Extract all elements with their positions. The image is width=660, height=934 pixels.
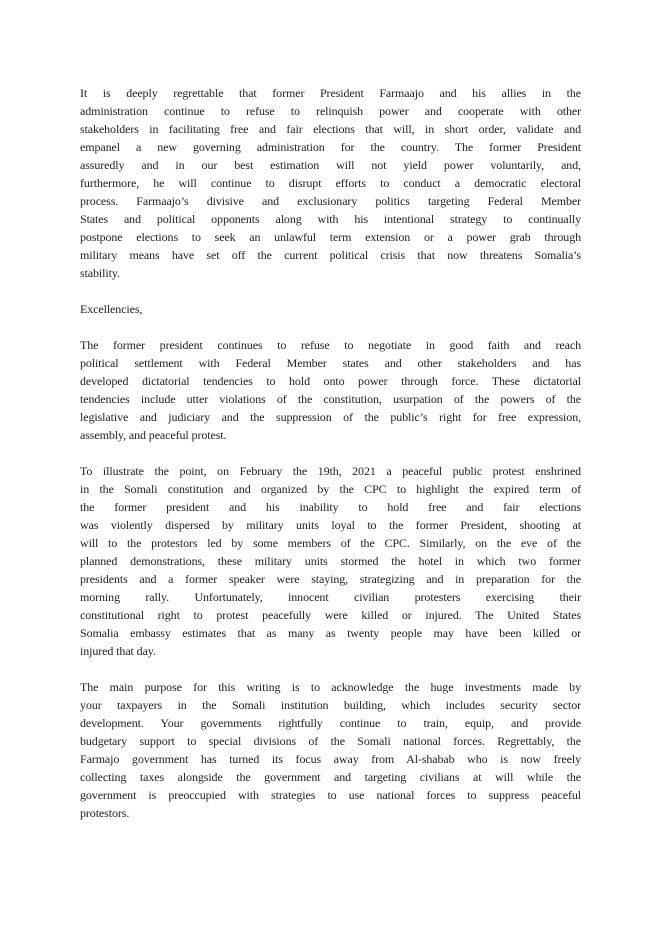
text-line: assuredly and in our best estimation will not yield power voluntarily, and, xyxy=(80,158,581,172)
text-line: constitutional right to protest peacefully were killed or injured. The United States xyxy=(80,608,581,622)
text-line: protestors. xyxy=(80,806,130,820)
letter-body xyxy=(80,84,581,822)
text-line: The former president continues to refuse to negotiate in good faith and reach xyxy=(80,338,581,352)
text-line: The main purpose for this writing is to acknowledge the huge investments made by xyxy=(80,680,581,694)
paragraph xyxy=(80,84,581,282)
paragraph xyxy=(80,336,581,444)
paragraph xyxy=(80,300,581,318)
text-line: in the Somali constitution and organized by the CPC to highlight the expired term of xyxy=(80,482,581,496)
text-line: your taxpayers in the Somali institution building, which includes security sector xyxy=(80,698,581,712)
text-line: Somalia embassy estimates that as many as twenty people may have been killed or xyxy=(80,626,581,640)
text-line: morning rally. Unfortunately, innocent civilian protesters exercising their xyxy=(80,590,581,604)
text-line: empanel a new governing administration for the country. The former President xyxy=(80,140,581,154)
text-line: Farmajo government has turned its focus away from Al-shabab who is now freely xyxy=(80,752,581,766)
text-line: It is deeply regrettable that former President Farmaajo and his allies in the xyxy=(80,86,581,100)
text-line: tendencies include utter violations of the constitution, usurpation of the powers of the xyxy=(80,392,581,406)
text-line: political settlement with Federal Member states and other stakeholders and has xyxy=(80,356,581,370)
text-line: furthermore, he will continue to disrupt efforts to conduct a democratic electoral xyxy=(80,176,581,190)
text-line: process. Farmaajo’s divisive and exclusionary politics targeting Federal Member xyxy=(80,194,581,208)
text-line: government is preoccupied with strategies to use national forces to suppress peaceful xyxy=(80,788,581,802)
text-line: presidents and a former speaker were staying, strategizing and in preparation for the xyxy=(80,572,581,586)
text-line: injured that day. xyxy=(80,644,156,658)
text-line: Excellencies, xyxy=(80,302,143,316)
text-line: budgetary support to special divisions of the Somali national forces. Regrettably, the xyxy=(80,734,581,748)
text-line: administration continue to refuse to relinquish power and cooperate with other xyxy=(80,104,581,118)
text-line: the former president and his inability to hold free and fair elections xyxy=(80,500,581,514)
paragraph xyxy=(80,462,581,660)
paragraph xyxy=(80,678,581,822)
text-line: stability. xyxy=(80,266,120,280)
text-line: developed dictatorial tendencies to hold onto power through force. These dictatorial xyxy=(80,374,581,388)
text-line: stakeholders in facilitating free and fair elections that will, in short order, validate and xyxy=(80,122,581,136)
text-line: postpone elections to seek an unlawful term extension or a power grab through xyxy=(80,230,581,244)
text-line: collecting taxes alongside the government and targeting civilians at will while the xyxy=(80,770,581,784)
text-line: military means have set off the current political crisis that now threatens Somalia’s xyxy=(80,248,581,262)
text-line: assembly, and peaceful protest. xyxy=(80,428,227,442)
text-line: To illustrate the point, on February the 19th, 2021 a peaceful public protest enshrined xyxy=(80,464,581,478)
text-line: planned demonstrations, these military units stormed the hotel in which two former xyxy=(80,554,581,568)
text-line: will to the protestors led by some members of the CPC. Similarly, on the eve of the xyxy=(80,536,581,550)
text-line: legislative and judiciary and the suppression of the public’s right for free expression, xyxy=(80,410,581,424)
text-line: States and political opponents along with his intentional strategy to continually xyxy=(80,212,581,226)
text-line: was violently dispersed by military units loyal to the former President, shooting at xyxy=(80,518,581,532)
text-line: development. Your governments rightfully continue to train, equip, and provide xyxy=(80,716,581,730)
